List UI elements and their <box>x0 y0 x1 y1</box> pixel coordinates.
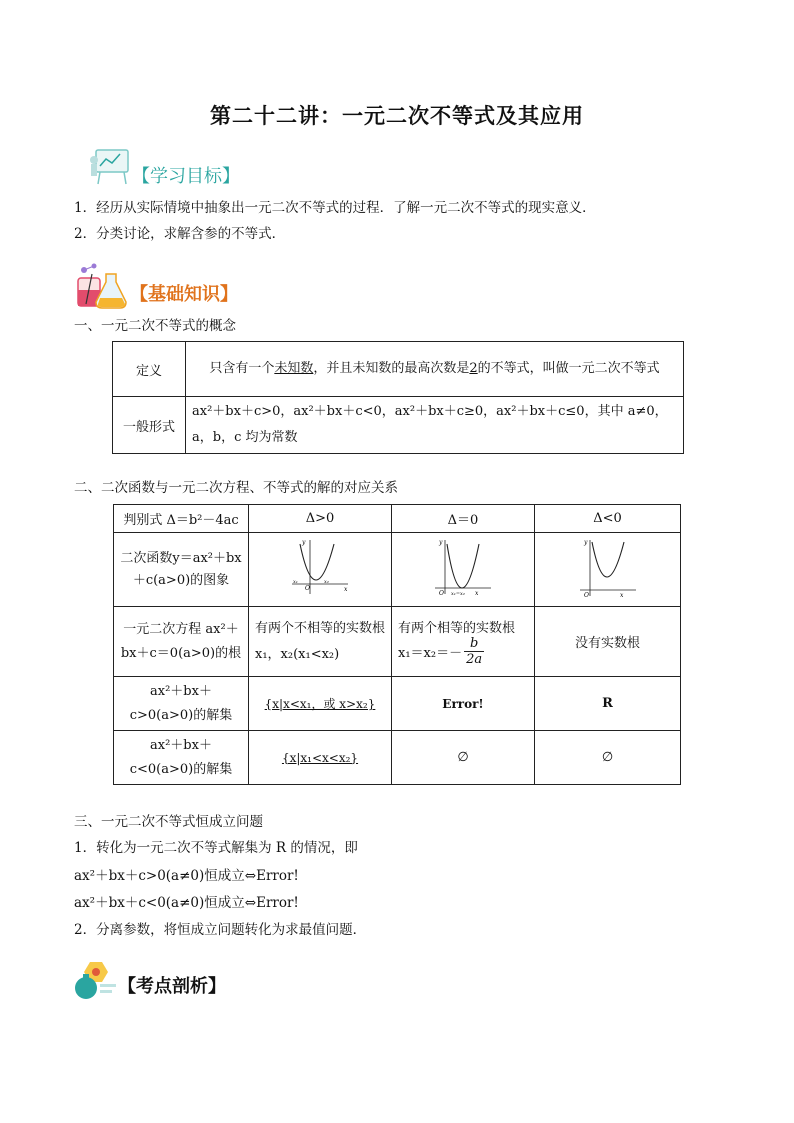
solution-cell: {x|x₁<x<x₂} <box>249 731 392 785</box>
header-cell: Δ>0 <box>249 505 392 533</box>
root-cell: 有两个不相等的实数根 x₁，x₂(x₁<x₂) <box>249 607 392 677</box>
definition-label: 定义 <box>113 342 186 397</box>
lt-row-label: ax²＋bx＋c<0(a>0)的解集 <box>114 731 249 785</box>
basics-heading: 【基础知识】 <box>130 284 238 305</box>
table-row <box>113 342 684 397</box>
table-row <box>113 397 684 454</box>
svg-text:O: O <box>439 589 444 597</box>
general-form-label: 一般形式 <box>113 397 186 454</box>
lab-bottle-icon <box>72 960 118 1004</box>
fraction-numerator: b <box>469 635 479 651</box>
root-cell: 没有实数根 <box>535 607 681 677</box>
header-cell: Δ＝0 <box>392 505 535 533</box>
part3-heading: 三、一元二次不等式恒成立问题 <box>74 814 263 830</box>
objective-item: 2．分类讨论，求解含参的不等式． <box>74 226 286 242</box>
solution-cell: R <box>535 677 681 731</box>
svg-text:x: x <box>344 585 348 593</box>
page-title: 第二十二讲：一元二次不等式及其应用 <box>210 103 584 128</box>
table-row <box>114 533 681 607</box>
svg-text:O: O <box>305 584 310 592</box>
analysis-heading: 【考点剖析】 <box>118 976 226 997</box>
part3-line: ax²＋bx＋c<0(a≠0)恒成立⇔Error! <box>74 895 299 911</box>
table-row <box>114 607 681 677</box>
parabola-two-roots <box>288 538 352 598</box>
graph-cell <box>392 533 535 607</box>
definition-text: 只含有一个 <box>209 361 275 376</box>
svg-text:x₂: x₂ <box>324 578 329 585</box>
table-row <box>114 677 681 731</box>
svg-text:x₁=x₂: x₁=x₂ <box>451 590 465 597</box>
svg-text:x: x <box>619 591 623 598</box>
parabola-no-root <box>576 538 640 598</box>
part3-line: 2．分离参数，将恒成立问题转化为求最值问题． <box>74 922 367 938</box>
general-form-content: ax²＋bx＋c>0，ax²＋bx＋c<0，ax²＋bx＋c≥0，ax²＋bx＋c≤0，其中 a≠0，a，b，c 均为常数 <box>186 397 684 454</box>
table-row <box>114 731 681 785</box>
definition-keyword: 未知数 <box>274 361 314 376</box>
concept-table <box>112 341 684 454</box>
definition-text: ，并且未知数的最高次数是 <box>313 361 470 376</box>
gt-row-label: ax²＋bx＋c>0(a>0)的解集 <box>114 677 249 731</box>
root-cell-formula <box>398 636 528 667</box>
root-row-label: 一元二次方程 ax²＋bx＋c＝0(a>0)的根 <box>114 607 249 677</box>
header-cell: 判别式 Δ＝b²－4ac <box>114 505 249 533</box>
svg-text:x₁: x₁ <box>293 578 298 585</box>
solution-cell: {x|x<x₁，或 x>x₂} <box>249 677 392 731</box>
objectives-heading: 【学习目标】 <box>132 166 240 187</box>
graph-cell <box>249 533 392 607</box>
definition-keyword: 2 <box>469 361 478 376</box>
root-cell-text: 有两个相等的实数根 <box>398 620 516 636</box>
header-cell: Δ<0 <box>535 505 681 533</box>
part3-line: 1．转化为一元二次不等式解集为 R 的情况，即 <box>74 840 358 856</box>
part1-heading: 一、一元二次不等式的概念 <box>74 318 236 334</box>
solution-cell: ∅ <box>392 731 535 785</box>
table-row <box>114 505 681 533</box>
svg-text:O: O <box>583 591 589 598</box>
fraction <box>464 636 484 667</box>
svg-text:x: x <box>475 589 479 597</box>
part3-line: ax²＋bx＋c>0(a≠0)恒成立⇔Error! <box>74 868 299 884</box>
formula-lhs: x₁＝x₂＝－ <box>398 645 463 661</box>
fraction-denominator: 2a <box>466 651 483 667</box>
objective-item: 1．经历从实际情境中抽象出一元二次不等式的过程．了解一元二次不等式的现实意义． <box>74 200 596 216</box>
correspondence-table <box>113 504 681 785</box>
solution-cell: Error! <box>392 677 535 731</box>
graph-cell <box>535 533 681 607</box>
svg-text:y: y <box>439 538 443 546</box>
teaching-board-icon <box>86 146 132 190</box>
solution-cell: ∅ <box>535 731 681 785</box>
svg-text:y: y <box>583 538 587 546</box>
definition-content <box>186 342 684 397</box>
definition-text: 的不等式，叫做一元二次不等式 <box>477 361 660 376</box>
svg-text:y: y <box>302 538 306 546</box>
graph-row-label: 二次函数y＝ax²＋bx＋c(a>0)的图象 <box>114 533 249 607</box>
parabola-one-root <box>431 538 495 598</box>
root-cell <box>392 607 535 677</box>
part2-heading: 二、二次函数与一元二次方程、不等式的解的对应关系 <box>74 480 398 496</box>
flask-icon <box>72 262 128 314</box>
